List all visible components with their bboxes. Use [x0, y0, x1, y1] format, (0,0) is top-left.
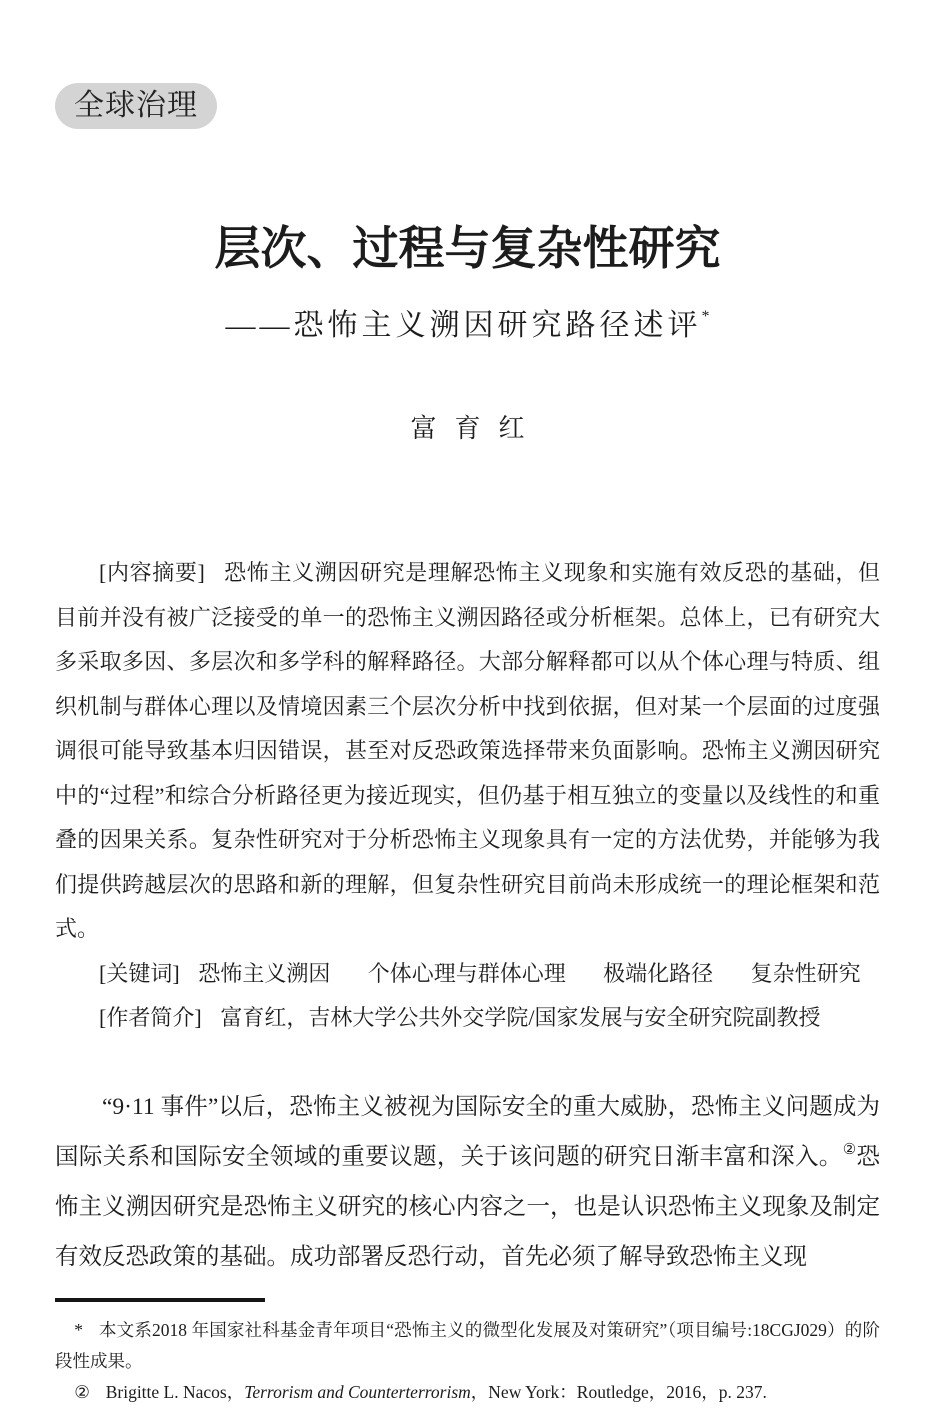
- footnote-2: [55, 1377, 880, 1408]
- author-bio-line: [55, 996, 880, 1041]
- footnote-asterisk-marker: *: [74, 1319, 83, 1340]
- footnote-2-text-before: Brigitte L. Nacos，: [105, 1381, 245, 1402]
- abstract-text: 恐怖主义溯因研究是理解恐怖主义现象和实施有效反恐的基础，但目前并没有被广泛接受的单一的恐怖主义溯因路径或分析框架。总体上，已有研究大多采取多因、多层次和多学科的解释路径。大部分解释都可以从个体心理与特质、组织机制与群体心理以及情境因素三个层次分析中找到依据，但对某一个层面的过度强调很可能导致基本归因错误，甚至对反恐政策选择带来负面影响。恐怖主义溯因研究中的“过程”和综合分析路径更为接近现实，但仍基于相互独立的变量以及线性的和重叠的因果关系。复杂性研究对于分析恐怖主义现象具有一定的方法优势，并能够为我们提供跨越层次的思路和新的理解，但复杂性研究目前尚未形成统一的理论框架和范式。: [55, 560, 880, 941]
- category-badge-row: [55, 0, 880, 129]
- footnote-asterisk-text: 本文系2018 年国家社科基金青年项目“恐怖主义的微型化发展及对策研究”（项目编号:18CGJ029）的阶段性成果。: [55, 1319, 880, 1371]
- keyword-item: 个体心理与群体心理: [367, 960, 566, 986]
- abstract-section: [55, 551, 880, 1041]
- footnote-divider-rule: [55, 1298, 265, 1302]
- article-subtitle: [55, 297, 880, 345]
- footnote-asterisk: [55, 1315, 880, 1377]
- author-bio-label: [作者简介]: [99, 1005, 202, 1030]
- keywords-line: [55, 952, 880, 997]
- body-paragraph: [55, 1082, 880, 1282]
- body-section: [55, 1082, 880, 1282]
- article-title: 层次、过程与复杂性研究: [214, 223, 721, 274]
- category-badge: 全球治理: [55, 83, 217, 129]
- keyword-item: 极端化路径: [603, 960, 714, 986]
- keyword-item: 复杂性研究: [750, 960, 861, 986]
- abstract-label: [内容摘要]: [99, 560, 205, 585]
- body-text-part2: 恐怖主义溯因研究是恐怖主义研究的核心内容之一，也是认识恐怖主义现象及制定有效反恐政策的基础。成功部署反恐行动，首先必须了解导致恐怖主义现: [55, 1143, 881, 1270]
- keyword-item: 恐怖主义溯因: [198, 960, 331, 986]
- title-footnote-asterisk: *: [701, 308, 710, 325]
- author-bio-text: 富育红，吉林大学公共外交学院/国家发展与安全研究院副教授: [220, 1005, 821, 1030]
- abstract-paragraph: [55, 551, 880, 952]
- subtitle-text: ——恐怖主义溯因研究路径述评: [225, 309, 702, 342]
- footnote-2-text-after: ，New York：Routledge，2016，p. 237.: [470, 1381, 767, 1402]
- footnote-2-book-title: Terrorism and Counterterrorism: [244, 1381, 471, 1402]
- author-name: 富育红: [410, 414, 543, 443]
- body-text-part1: “9·11 事件”以后，恐怖主义被视为国际安全的重大威胁，恐怖主义问题成为国际关系和国际安全领域的重要议题，关于该问题的研究日渐丰富和深入。: [55, 1093, 880, 1170]
- footnote-ref-2-marker: ②: [842, 1141, 857, 1158]
- keywords-label: [关键词]: [99, 960, 180, 986]
- footnote-2-marker: ②: [74, 1381, 90, 1402]
- footnotes-section: [55, 1315, 880, 1408]
